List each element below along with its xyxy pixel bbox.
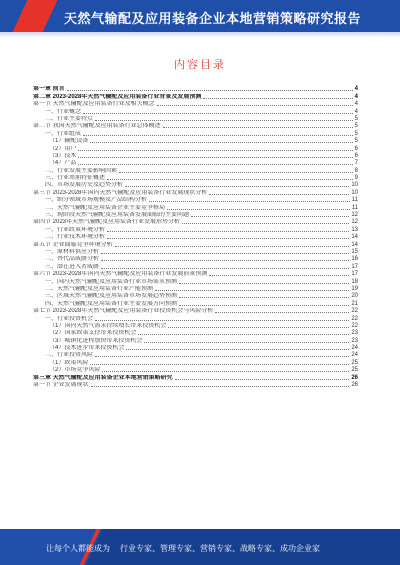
toc-entry-label: （4）产品 bbox=[49, 160, 77, 167]
toc-leader-dots bbox=[67, 90, 353, 91]
toc-entry-label: 第七节 2023-2028年天然气输配及应用装备行业投资机会与风险分析 bbox=[33, 308, 214, 315]
toc-entry[interactable] bbox=[33, 101, 358, 108]
toc-entry[interactable] bbox=[33, 256, 358, 263]
toc-entry-page: 12 bbox=[351, 212, 358, 219]
toc-entry[interactable] bbox=[33, 315, 358, 322]
toc-entry[interactable] bbox=[33, 271, 358, 278]
toc-entry[interactable] bbox=[33, 300, 358, 307]
toc-leader-dots bbox=[102, 371, 349, 372]
toc-entry-label: 第一节 企业发展现状 bbox=[33, 382, 89, 389]
toc-entry-label: （3）城镇化进程加快带来投资机会 bbox=[49, 337, 143, 344]
toc-leader-dots bbox=[179, 283, 349, 284]
toc-title: 内容目录 bbox=[174, 59, 226, 71]
toc-leader-dots bbox=[182, 223, 349, 224]
toc-leader-dots bbox=[163, 127, 353, 128]
table-of-contents bbox=[33, 86, 358, 389]
toc-leader-dots bbox=[101, 268, 349, 269]
toc-entry-label: 三、区域天然气输配及应用装备市场发展趋势预测 bbox=[45, 293, 178, 300]
toc-leader-dots bbox=[95, 320, 349, 321]
toc-entry-label: 第一节 天然气输配及应用装备行业及相关概念 bbox=[33, 101, 155, 108]
toc-entry[interactable] bbox=[33, 212, 358, 219]
toc-entry-page: 22 bbox=[351, 315, 358, 322]
toc-entry[interactable] bbox=[33, 367, 358, 374]
toc-entry-page: 24 bbox=[351, 345, 358, 352]
toc-entry-page: 17 bbox=[351, 263, 358, 270]
toc-entry[interactable] bbox=[33, 382, 358, 389]
toc-entry-label: 二、行业技术环境分析 bbox=[45, 234, 106, 241]
toc-leader-dots bbox=[78, 164, 352, 165]
toc-entry-label: （2）国家政策支持带来投资机会 bbox=[49, 330, 137, 337]
toc-entry[interactable] bbox=[33, 116, 358, 123]
toc-entry[interactable] bbox=[33, 337, 358, 344]
toc-leader-dots bbox=[203, 98, 352, 99]
toc-entry[interactable] bbox=[33, 219, 358, 226]
toc-leader-dots bbox=[138, 334, 349, 335]
toc-leader-dots bbox=[157, 105, 353, 106]
toc-entry-label: 二、行业发展主要影响因素 bbox=[45, 167, 118, 174]
toc-entry[interactable] bbox=[33, 167, 358, 174]
toc-entry-page: 12 bbox=[351, 219, 358, 226]
toc-entry-label: （2）市场竞争风险 bbox=[49, 367, 101, 374]
toc-leader-dots bbox=[90, 142, 352, 143]
toc-entry-label: 二、天然气输配及应用装备行业产能预测 bbox=[45, 285, 154, 292]
toc-entry-page: 4 bbox=[354, 93, 358, 100]
toc-entry[interactable] bbox=[33, 286, 358, 293]
toc-entry-label: 一、行业政策环境分析 bbox=[45, 226, 106, 233]
toc-entry-page: 5 bbox=[354, 138, 358, 145]
toc-entry[interactable] bbox=[33, 293, 358, 300]
toc-entry-page: 7 bbox=[354, 160, 358, 167]
toc-entry[interactable] bbox=[33, 145, 358, 152]
toc-entry-label: （1）国内天然气需求持续增长带来投资机会 bbox=[49, 322, 167, 329]
toc-entry-page: 21 bbox=[351, 300, 358, 307]
toc-entry-label: 二、行业主要特点 bbox=[45, 115, 94, 122]
toc-entry-page: 20 bbox=[351, 293, 358, 300]
toc-entry-page: 26 bbox=[351, 382, 358, 389]
header-shadow bbox=[0, 32, 400, 38]
toc-leader-dots bbox=[107, 231, 349, 232]
toc-entry-label: 一、行业概念 bbox=[45, 108, 82, 115]
toc-entry[interactable] bbox=[33, 153, 358, 160]
toc-entry-page: 23 bbox=[351, 330, 358, 337]
toc-entry-label: 二、行业投资风险 bbox=[45, 352, 94, 359]
toc-entry-label: 第一章 前言 bbox=[33, 86, 65, 93]
toc-entry-page: 14 bbox=[351, 241, 358, 248]
toc-entry-label: 四、天然气输配及应用装备行业主要发展方向预测 bbox=[45, 300, 178, 307]
toc-entry-label: 四、市场发展历史及趋势分析 bbox=[45, 182, 124, 189]
toc-entry[interactable] bbox=[33, 345, 358, 352]
toc-entry-label: 二、替代品威胁分析 bbox=[45, 256, 100, 263]
toc-entry[interactable] bbox=[33, 374, 358, 381]
toc-leader-dots bbox=[119, 172, 353, 173]
toc-entry-page: 6 bbox=[354, 152, 358, 159]
toc-entry-label: （3）技术 bbox=[49, 152, 77, 159]
toc-entry[interactable] bbox=[33, 138, 358, 145]
toc-entry[interactable] bbox=[33, 352, 358, 359]
toc-entry-page: 14 bbox=[351, 234, 358, 241]
toc-entry-page: 5 bbox=[354, 123, 358, 130]
toc-entry-label: 第三章 天然气输配及应用装备企业本地营销策略研究 bbox=[33, 374, 173, 381]
toc-entry[interactable] bbox=[33, 130, 358, 137]
toc-entry[interactable] bbox=[33, 86, 358, 93]
toc-entry-label: （1）输配设备 bbox=[49, 138, 89, 145]
toc-entry-label: 一、行业组成 bbox=[45, 130, 82, 137]
toc-entry-label: 第六节 2023-2028年国内天然气输配及应用装备行业发展前景预测 bbox=[33, 271, 208, 278]
toc-entry[interactable] bbox=[33, 108, 358, 115]
toc-entry-page: 26 bbox=[351, 374, 358, 381]
footer-slogan-right: 行业专家、管理专家、营销专家、战略专家、成功企业家 bbox=[120, 544, 320, 553]
toc-leader-dots bbox=[215, 312, 349, 313]
toc-entry-page: 10 bbox=[351, 182, 358, 189]
toc-entry[interactable] bbox=[33, 359, 358, 366]
toc-entry[interactable] bbox=[33, 160, 358, 167]
toc-leader-dots bbox=[91, 386, 350, 387]
toc-leader-dots bbox=[209, 275, 349, 276]
toc-leader-dots bbox=[149, 201, 350, 202]
toc-leader-dots bbox=[83, 113, 353, 114]
toc-entry-page: 5 bbox=[354, 130, 358, 137]
toc-entry-label: 二、天然气输配及应用装备企业主要竞争格局 bbox=[45, 204, 166, 211]
toc-leader-dots bbox=[95, 356, 349, 357]
report-title: 天然气输配及应用装备企业本地营销策略研究报告 bbox=[64, 11, 362, 26]
toc-leader-dots bbox=[115, 246, 350, 247]
toc-leader-dots bbox=[144, 342, 349, 343]
toc-leader-dots bbox=[125, 186, 349, 187]
toc-entry[interactable] bbox=[33, 308, 358, 315]
toc-leader-dots bbox=[101, 253, 349, 254]
toc-entry-label: 第四节 2023年天然气输配及应用装备行业发展形势分析 bbox=[33, 219, 181, 226]
toc-leader-dots bbox=[78, 157, 352, 158]
footer-band bbox=[0, 529, 400, 565]
toc-entry-page: 13 bbox=[351, 226, 358, 233]
toc-entry[interactable] bbox=[33, 226, 358, 233]
toc-leader-dots bbox=[107, 179, 353, 180]
toc-entry-label: 第二章 2023-2028年天然气输配及应用装备行业背景及发展预测 bbox=[33, 93, 202, 100]
toc-entry[interactable] bbox=[33, 330, 358, 337]
report-header bbox=[0, 0, 400, 40]
toc-leader-dots bbox=[90, 364, 349, 365]
toc-entry-page: 23 bbox=[351, 337, 358, 344]
toc-entry-label: （4）技术进步带来投资机会 bbox=[49, 345, 125, 352]
toc-entry-label: 三、潜在进入者威胁 bbox=[45, 263, 100, 270]
toc-entry[interactable] bbox=[33, 241, 358, 248]
toc-entry-label: 三、行业周期特征概述 bbox=[45, 175, 106, 182]
toc-entry-page: 4 bbox=[354, 86, 358, 93]
toc-leader-dots bbox=[167, 209, 350, 210]
toc-entry-page: 11 bbox=[351, 197, 358, 204]
toc-entry[interactable] bbox=[33, 197, 358, 204]
toc-entry-label: 三、现阶段天然气输配及应用装备发展面临的主要问题 bbox=[45, 212, 190, 219]
toc-leader-dots bbox=[209, 194, 349, 195]
toc-entry-page: 25 bbox=[351, 367, 358, 374]
toc-entry-page: 8 bbox=[354, 167, 358, 174]
toc-entry[interactable] bbox=[33, 278, 358, 285]
toc-entry-label: 一、原材料供应分析 bbox=[45, 248, 100, 255]
toc-entry-page: 15 bbox=[351, 248, 358, 255]
toc-entry-page: 5 bbox=[354, 115, 358, 122]
toc-entry-label: 第二节 我国天然气输配及应用装备行业总体概述 bbox=[33, 123, 161, 130]
toc-entry-label: 一、行业投资机会 bbox=[45, 315, 94, 322]
toc-entry-page: 4 bbox=[354, 101, 358, 108]
toc-leader-dots bbox=[101, 260, 349, 261]
toc-entry-label: 第五节 企业面临竞争环境分析 bbox=[33, 241, 113, 248]
toc-entry[interactable] bbox=[33, 323, 358, 330]
toc-leader-dots bbox=[191, 216, 349, 217]
toc-leader-dots bbox=[168, 327, 349, 328]
toc-entry-label: （1）政策风险 bbox=[49, 359, 89, 366]
toc-entry[interactable] bbox=[33, 234, 358, 241]
toc-entry[interactable] bbox=[33, 189, 358, 196]
toc-leader-dots bbox=[83, 135, 353, 136]
toc-leader-dots bbox=[179, 297, 349, 298]
toc-entry-page: 6 bbox=[354, 145, 358, 152]
toc-entry-page: 17 bbox=[351, 271, 358, 278]
toc-entry-page: 16 bbox=[351, 256, 358, 263]
footer-slogan-left: 让每个人都能成为 bbox=[46, 544, 110, 553]
toc-leader-dots bbox=[179, 305, 349, 306]
toc-entry-page: 22 bbox=[351, 308, 358, 315]
toc-entry[interactable] bbox=[33, 123, 358, 130]
toc-entry-page: 19 bbox=[351, 285, 358, 292]
toc-entry-label: 第三节 2023-2028年国内天然气输配及应用装备行业发展现状分析 bbox=[33, 189, 208, 196]
toc-entry[interactable] bbox=[33, 175, 358, 182]
toc-leader-dots bbox=[78, 150, 352, 151]
toc-leader-dots bbox=[126, 349, 349, 350]
toc-entry[interactable] bbox=[33, 204, 358, 211]
toc-entry-page: 22 bbox=[351, 322, 358, 329]
toc-entry[interactable] bbox=[33, 93, 358, 100]
toc-entry-label: （2）用户 bbox=[49, 145, 77, 152]
toc-entry-page: 18 bbox=[351, 278, 358, 285]
toc-entry-page: 25 bbox=[351, 359, 358, 366]
toc-leader-dots bbox=[155, 290, 349, 291]
toc-leader-dots bbox=[107, 238, 349, 239]
toc-entry-page: 24 bbox=[351, 352, 358, 359]
toc-entry-label: 一、国内天然气输配及应用装备行业市场需求预测 bbox=[45, 278, 178, 285]
toc-entry-page: 11 bbox=[351, 204, 358, 211]
toc-entry-label: 一、细分领域市场规模及产品结构分析 bbox=[45, 197, 148, 204]
toc-entry-page: 9 bbox=[354, 175, 358, 182]
toc-entry[interactable] bbox=[33, 249, 358, 256]
toc-entry[interactable] bbox=[33, 263, 358, 270]
toc-leader-dots bbox=[175, 379, 350, 380]
toc-entry-page: 10 bbox=[351, 189, 358, 196]
toc-leader-dots bbox=[95, 120, 353, 121]
toc-entry[interactable] bbox=[33, 182, 358, 189]
toc-entry-page: 4 bbox=[354, 108, 358, 115]
